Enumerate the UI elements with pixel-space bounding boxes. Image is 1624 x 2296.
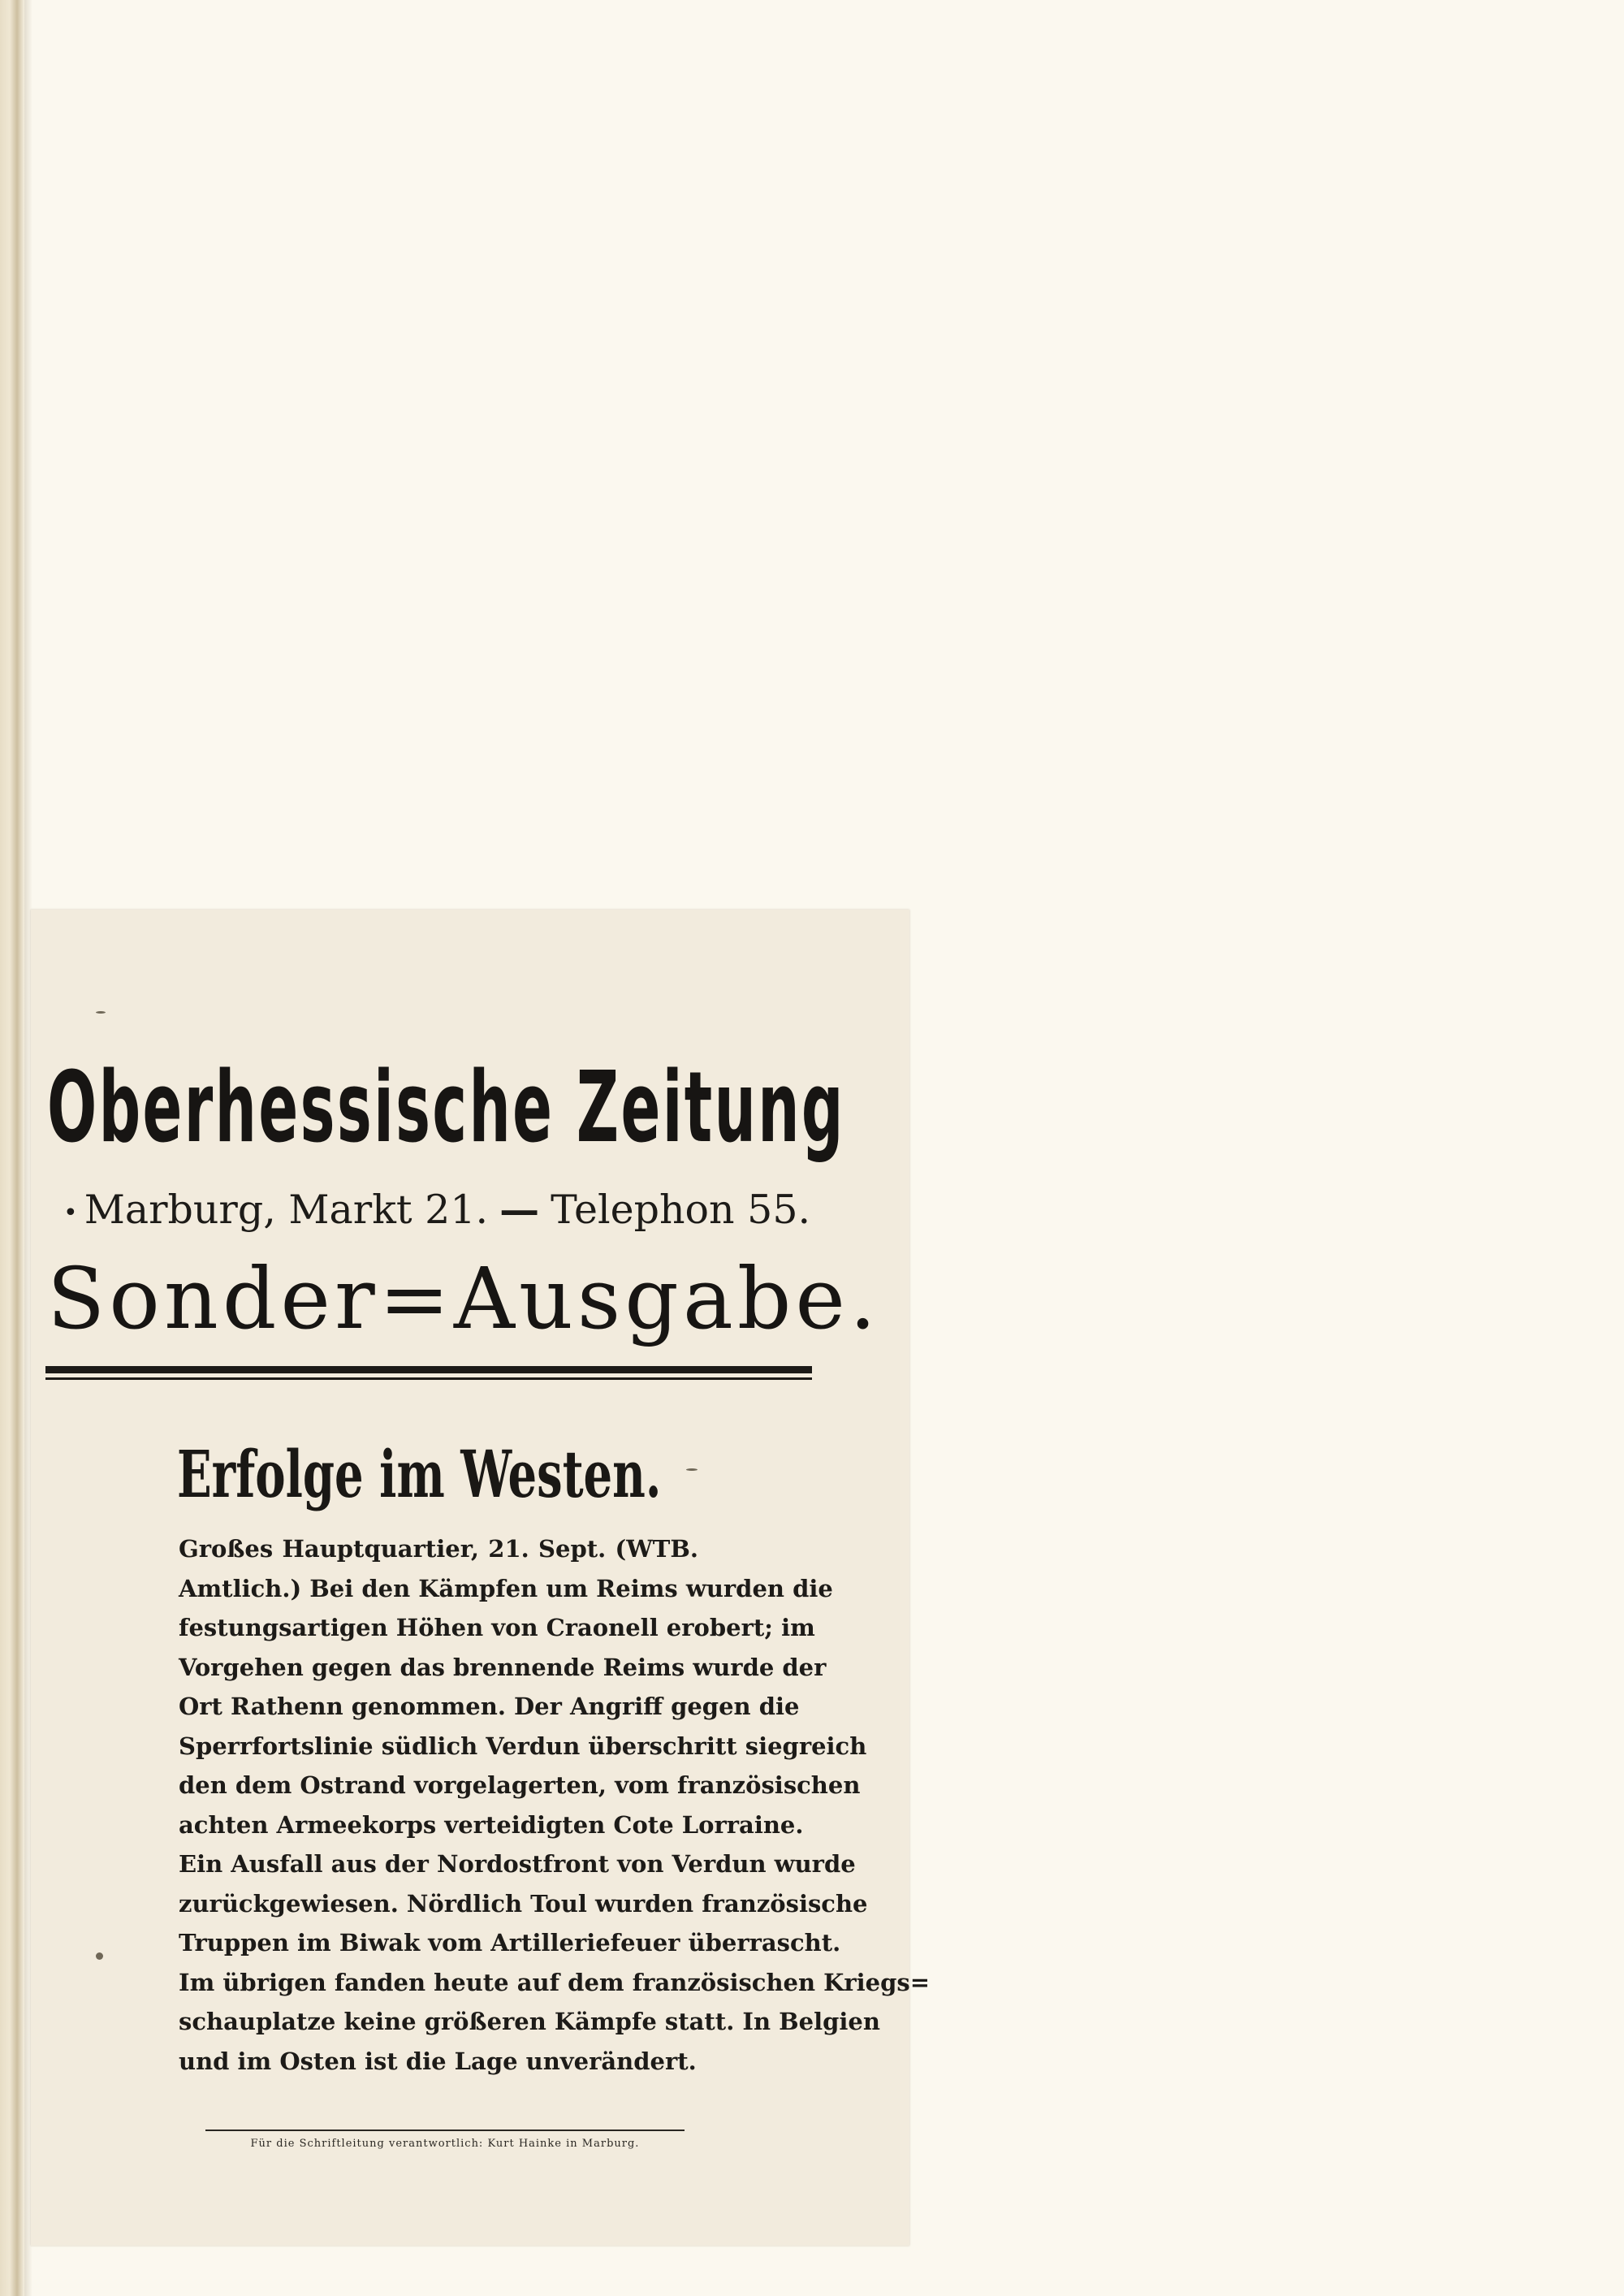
masthead-title: Oberhessische Zeitung xyxy=(47,1052,845,1165)
article-line: und im Osten ist die Lage unverändert. xyxy=(179,2047,697,2075)
article-headline: Erfolge im Westen. xyxy=(177,1436,662,1512)
print-speck xyxy=(686,1468,698,1471)
article-line: Sperrfortslinie südlich Verdun überschritt siegreich xyxy=(179,1732,867,1760)
telephone-text: Telephon 55. xyxy=(551,1187,811,1233)
page-binding-edge xyxy=(0,0,24,2296)
edition-title: Sonder=Ausgabe. xyxy=(47,1249,881,1348)
thin-rule xyxy=(45,1377,812,1380)
heavy-rule xyxy=(45,1366,812,1373)
masthead xyxy=(47,1048,883,1170)
article-line: schauplatze keine größeren Kämpfe statt. In Belgien xyxy=(179,2008,880,2035)
article-body xyxy=(179,1529,931,2081)
article-line: Truppen im Biwak vom Artilleriefeuer überrascht. xyxy=(179,1929,841,1957)
bullet-dot: • xyxy=(63,1199,78,1227)
article-line: Im übrigen fanden heute auf dem französischen Kriegs= xyxy=(179,1968,931,1996)
article-line: Amtlich.) Bei den Kämpfen um Reims wurden die xyxy=(179,1574,833,1602)
address-text: Marburg, Markt 21. xyxy=(84,1187,489,1233)
footer-responsibility: Für die Schriftleitung verantwortlich: Kurt Hainke in Marburg. xyxy=(250,2138,640,2150)
article-line: Großes Hauptquartier, 21. Sept. (WTB. xyxy=(179,1535,698,1563)
print-speck xyxy=(96,1011,106,1014)
address-line xyxy=(63,1186,875,1233)
article-line: zurückgewiesen. Nördlich Toul wurden französische xyxy=(179,1889,868,1918)
article-line: den dem Ostrand vorgelagerten, vom französischen xyxy=(179,1771,861,1799)
print-speck xyxy=(96,1952,103,1960)
newspaper-clipping xyxy=(31,910,931,2246)
article-line: Vorgehen gegen das brennende Reims wurde der xyxy=(179,1653,827,1681)
article-line: Ein Ausfall aus der Nordostfront von Verdun wurde xyxy=(179,1850,856,1878)
article-line: festungsartigen Höhen von Craonell erobert; im xyxy=(179,1614,815,1641)
footer-rule xyxy=(205,2130,685,2131)
article-line: achten Armeekorps verteidigten Cote Lorraine. xyxy=(179,1810,804,1839)
article-line: Ort Rathenn genommen. Der Angriff gegen die xyxy=(179,1693,800,1720)
dash-separator: — xyxy=(499,1186,540,1233)
